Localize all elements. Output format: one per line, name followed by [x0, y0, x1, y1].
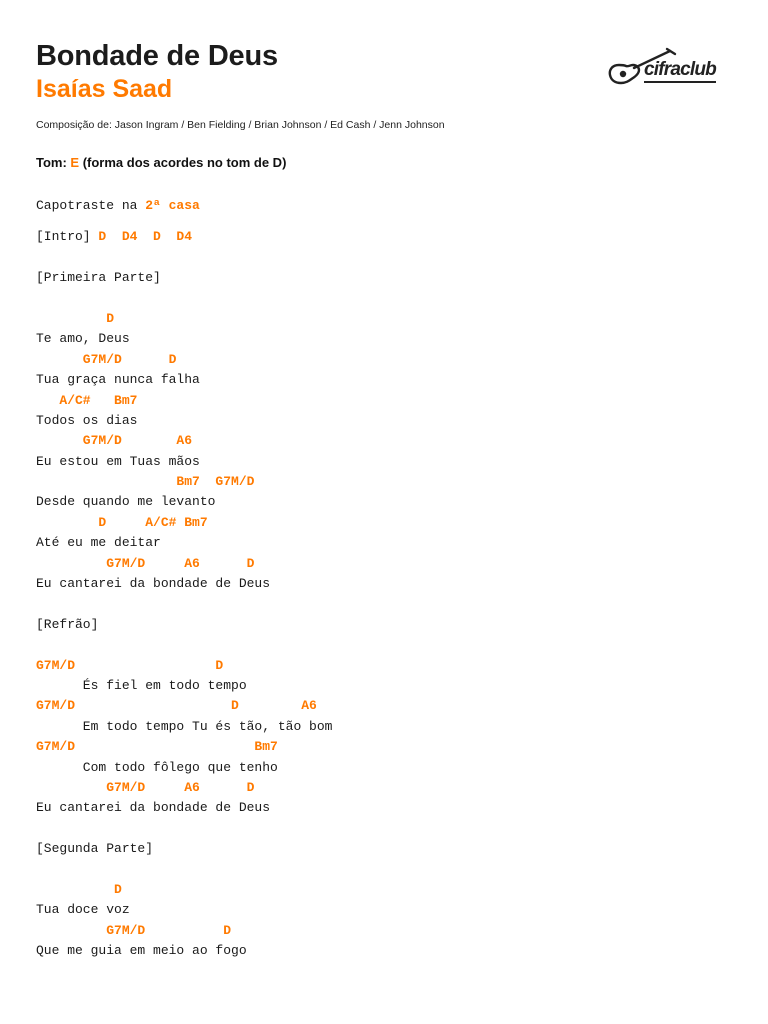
lyric-line: Com todo fôlego que tenho: [36, 759, 278, 775]
lyric-line: Até eu me deitar: [36, 535, 161, 551]
blank-line: [36, 819, 736, 839]
artist-name[interactable]: Isaías Saad: [36, 75, 173, 103]
chord-line[interactable]: D A/C# Bm7: [36, 514, 208, 530]
intro-label: [Intro]: [36, 229, 99, 245]
composer-credits: Composição de: Jason Ingram / Ben Fielding / Brian Johnson / Ed Cash / Jenn Johnson: [36, 119, 445, 131]
tom-note: (forma dos acordes no tom de D): [79, 155, 287, 170]
lyric-line: Tua doce voz: [36, 902, 130, 918]
lyric-line: És fiel em todo tempo: [36, 677, 247, 693]
chord-line[interactable]: G7M/D A6 D: [36, 779, 255, 795]
tom-label: Tom:: [36, 155, 71, 170]
section-label: [Refrão]: [36, 616, 99, 632]
lyric-line: Tua graça nunca falha: [36, 372, 200, 388]
chord-line[interactable]: D: [36, 310, 115, 326]
chord-line[interactable]: G7M/D A6: [36, 433, 193, 449]
intro-line: [36, 227, 736, 247]
tom-key[interactable]: E: [70, 155, 80, 170]
lyric-line: Te amo, Deus: [36, 331, 130, 347]
chord-line[interactable]: A/C# Bm7: [36, 392, 138, 408]
capo-line: [36, 196, 736, 216]
chord-line[interactable]: G7M/D D: [36, 922, 232, 938]
tom-line: [36, 155, 286, 170]
section-label: [Primeira Parte]: [36, 270, 161, 286]
chord-line[interactable]: G7M/D D A6: [36, 698, 317, 714]
chord-line[interactable]: G7M/D Bm7: [36, 739, 278, 755]
logo-text: cifraclub: [644, 59, 716, 80]
chord-line[interactable]: G7M/D D: [36, 351, 177, 367]
sheet-lines: [36, 248, 736, 962]
blank-line: [36, 635, 736, 655]
blank-line: [36, 860, 736, 880]
blank-line: [36, 289, 736, 309]
chord-line[interactable]: Bm7 G7M/D: [36, 474, 255, 490]
lyric-line: Eu cantarei da bondade de Deus: [36, 576, 271, 592]
chord-line[interactable]: G7M/D A6 D: [36, 555, 255, 571]
song-title: Bondade de Deus: [36, 40, 278, 72]
blank-line: [36, 248, 736, 268]
chord-line[interactable]: D: [36, 881, 122, 897]
lyric-line: Em todo tempo Tu és tão, tão bom: [36, 718, 333, 734]
lyric-line: Eu estou em Tuas mãos: [36, 453, 200, 469]
capo-label: Capotraste na: [36, 198, 146, 213]
lyric-line: Desde quando me levanto: [36, 494, 216, 510]
capo-value: 2ª casa: [145, 198, 200, 213]
chord-sheet: [36, 196, 736, 961]
intro-chords[interactable]: D D4 D D4: [98, 229, 193, 245]
cifraclub-logo[interactable]: [606, 46, 720, 96]
lyric-line: Eu cantarei da bondade de Deus: [36, 800, 271, 816]
chord-line[interactable]: G7M/D D: [36, 657, 224, 673]
lyric-line: Que me guia em meio ao fogo: [36, 943, 247, 959]
section-label: [Segunda Parte]: [36, 841, 154, 857]
lyric-line: Todos os dias: [36, 412, 138, 428]
blank-line: [36, 594, 736, 614]
